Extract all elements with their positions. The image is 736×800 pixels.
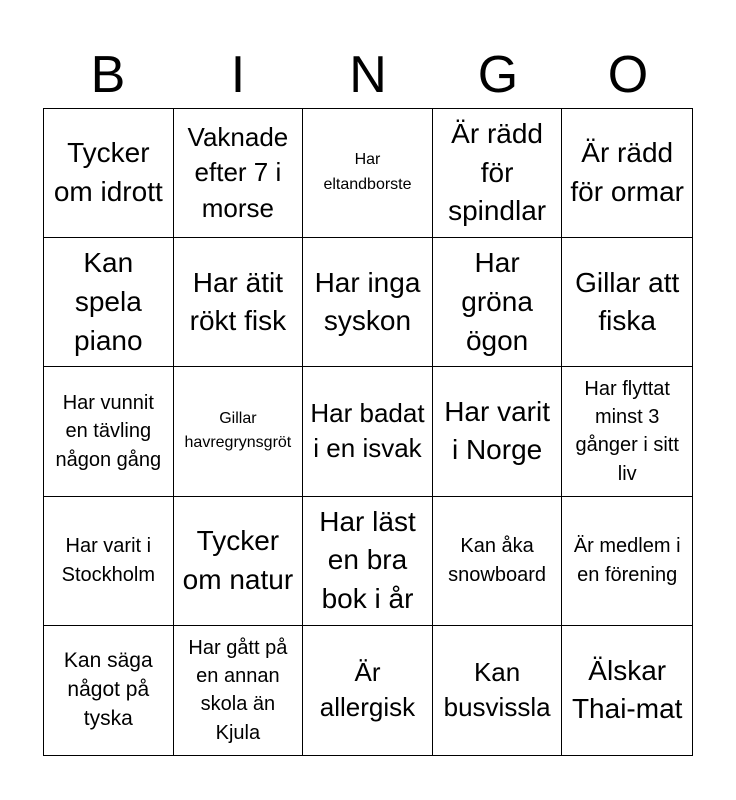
bingo-cell-r3-c4[interactable] [433,367,563,496]
header-letter-o: O [607,46,649,104]
cell-text: Tycker om idrott [53,137,163,208]
cell-text: Har inga syskon [314,266,421,337]
bingo-grid [43,108,693,756]
bingo-cell-r4-c1[interactable] [44,497,174,626]
bingo-cell-r3-c3[interactable] [303,367,433,496]
bingo-cell-r4-c5[interactable] [562,497,692,626]
cell-text: Har vunnit en tävling någon gång [55,391,162,471]
header-letter-i: I [230,46,246,104]
cell-text: Har flyttat minst 3 gånger i sitt liv [575,377,679,485]
cell-text: Älskar Thai-mat [571,654,683,725]
cell-text: Kan busvissla [443,657,551,723]
cell-text: Kan säga något på tyska [63,648,153,730]
bingo-cell-r5-c1[interactable] [44,626,174,755]
cell-text: Har ätit rökt fisk [189,266,287,337]
bingo-cell-r3-c5[interactable] [562,367,692,496]
bingo-cell-r4-c3[interactable] [303,497,433,626]
cell-text: Vaknade efter 7 i morse [187,122,289,223]
cell-text: Är rädd för spindlar [448,118,547,227]
bingo-cell-r5-c5[interactable] [562,626,692,755]
cell-text: Har varit i Norge [444,395,550,466]
bingo-cell-r1-c5[interactable] [562,109,692,238]
bingo-cell-r2-c4[interactable] [433,238,563,367]
header-letter-g: G [477,46,519,104]
bingo-cell-r1-c3[interactable] [303,109,433,238]
cell-text: Har gröna ögon [461,247,533,356]
bingo-cell-r1-c2[interactable] [174,109,304,238]
cell-text: Har gått på en annan skola än Kjula [188,636,288,744]
cell-text: Är allergisk [319,657,416,723]
bingo-cell-r4-c2[interactable] [174,497,304,626]
bingo-cell-r5-c4[interactable] [433,626,563,755]
cell-text: Kan spela piano [74,247,143,356]
cell-text: Gillar havregrynsgröt [184,409,292,452]
header-letter-n: N [349,46,387,104]
cell-text: Har eltandborste [323,151,412,194]
cell-text: Är rädd för ormar [570,137,684,208]
bingo-cell-r2-c1[interactable] [44,238,174,367]
bingo-cell-r1-c1[interactable] [44,109,174,238]
bingo-cell-r2-c3[interactable] [303,238,433,367]
cell-text: Har varit i Stockholm [61,535,155,586]
bingo-header [43,42,693,108]
cell-text: Kan åka snowboard [448,535,547,586]
bingo-cell-r2-c2[interactable] [174,238,304,367]
cell-text: Är medlem i en förening [573,535,681,586]
bingo-cell-r5-c2[interactable] [174,626,304,755]
bingo-cell-r3-c2[interactable] [174,367,304,496]
bingo-cell-r3-c1[interactable] [44,367,174,496]
bingo-cell-r1-c4[interactable] [433,109,563,238]
bingo-cell-r2-c5[interactable] [562,238,692,367]
cell-text: Har läst en bra bok i år [319,505,416,614]
cell-text: Tycker om natur [182,525,294,595]
cell-text: Gillar att fiska [575,266,680,337]
bingo-cell-r4-c4[interactable] [433,497,563,626]
cell-text: Har badat i en isvak [310,398,425,464]
bingo-cell-r5-c3[interactable] [303,626,433,755]
header-letter-b: B [90,46,126,104]
